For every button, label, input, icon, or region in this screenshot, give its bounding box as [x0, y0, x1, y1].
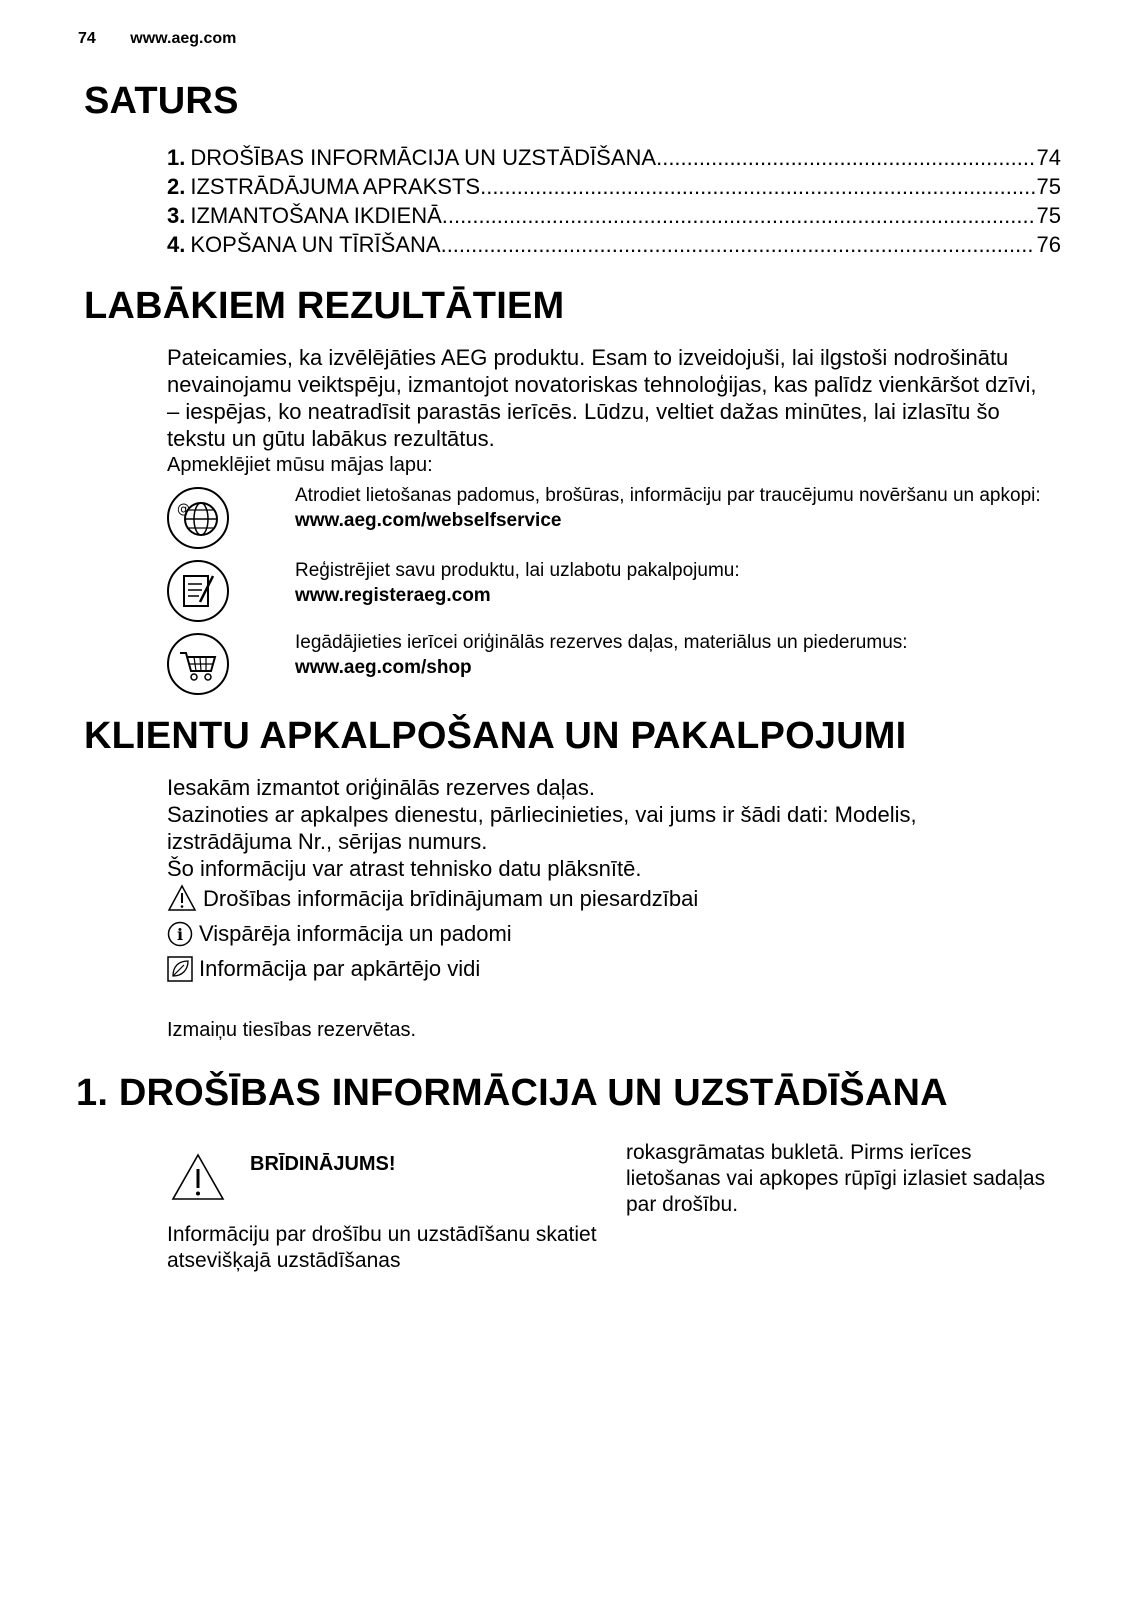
symbol-text: Informācija par apkārtējo vidi: [199, 956, 481, 981]
toc-entry-number: 4.: [167, 232, 186, 257]
service-title: KLIENTU APKALPOŠANA UN PAKALPOJUMI: [84, 715, 907, 757]
safety-title: 1. DROŠĪBAS INFORMĀCIJA UN UZSTĀDĪŠANA: [76, 1072, 948, 1114]
web-globe-icon: [167, 487, 229, 549]
safety-text-left: Informāciju par drošību un uzstādīšanu skatiet atsevišķajā uzstādīšanas: [167, 1223, 597, 1272]
web-item-support: [295, 483, 1055, 533]
service-text: [167, 774, 1047, 882]
toc-leader: [656, 143, 1034, 172]
environment-leaf-icon: [167, 956, 193, 982]
svg-text:i: i: [176, 924, 184, 944]
visit-text: Apmeklējiet mūsu mājas lapu:: [167, 454, 433, 476]
warning-label: BRĪDINĀJUMS!: [250, 1153, 396, 1175]
toc-leader: [480, 172, 1034, 201]
toc-entry-label: IZMANTOŠANA IKDIENĀ: [190, 203, 442, 228]
toc-entry[interactable]: [167, 230, 1061, 259]
web-item-text: Reģistrējiet savu produktu, lai uzlabotu pakalpojumu:: [295, 560, 740, 581]
toc-entry-number: 3.: [167, 203, 186, 228]
results-intro-text: Pateicamies, ka izvēlējāties AEG produktu. Esam to izveidojuši, lai ilgstoši nodrošinātu nevainojamu veiktspēju, izmantojot novatoriskas tehnoloģijas, kas palīdz vienkāršot dzīvi, – iespējas, ko neatradīsit parastās ierīcēs. Lūdzu, veltiet dažas minūtes, lai izlasītu šo tekstu un gūtu labākus rezultātus.: [167, 345, 1037, 451]
toc-title: SATURS: [84, 80, 239, 122]
shopping-cart-icon: [167, 633, 229, 695]
toc-entry-label: DROŠĪBAS INFORMĀCIJA UN UZSTĀDĪŠANA: [190, 145, 657, 170]
toc-entry-page: 75: [1036, 203, 1061, 228]
register-link[interactable]: www.registeraeg.com: [295, 585, 491, 606]
toc-entry[interactable]: [167, 143, 1061, 172]
service-line-1: Iesakām izmantot oriģinālās rezerves daļas.: [167, 775, 595, 800]
results-intro: [167, 344, 1047, 479]
page-number: 74: [78, 30, 96, 47]
toc-entry-number: 2.: [167, 174, 186, 199]
info-icon: [167, 921, 193, 947]
svg-text:@: @: [177, 502, 190, 517]
symbol-row-environment: [167, 955, 480, 982]
toc-entry-label: IZSTRĀDĀJUMA APRAKSTS: [190, 174, 481, 199]
web-item-shop: [295, 630, 1055, 680]
toc-entry-page: 76: [1036, 232, 1061, 257]
toc-entry[interactable]: [167, 201, 1061, 230]
webselfservice-link[interactable]: www.aeg.com/webselfservice: [295, 510, 562, 531]
web-item-text: Iegādājieties ierīcei oriģinālās rezerves daļas, materiālus un piederumus:: [295, 632, 908, 653]
web-item-text: Atrodiet lietošanas padomus, brošūras, informāciju par traucējumu novēršanu un apkopi:: [295, 485, 1041, 506]
table-of-contents: [167, 143, 1061, 259]
symbol-text: Vispārēja informācija un padomi: [199, 921, 512, 946]
rights-reserved: Izmaiņu tiesības rezervētas.: [167, 1019, 416, 1041]
toc-entry[interactable]: [167, 172, 1061, 201]
safety-text-right: rokasgrāmatas bukletā. Pirms ierīces lietošanas vai apkopes rūpīgi izlasiet sadaļas par drošību.: [626, 1141, 1046, 1216]
web-item-register: [295, 558, 1055, 608]
symbol-text: Drošības informācija brīdinājumam un piesardzībai: [203, 885, 699, 911]
toc-leader: [442, 201, 1035, 230]
page-header: [78, 30, 236, 48]
toc-entry-page: 74: [1036, 145, 1061, 170]
warning-triangle-icon: [167, 884, 197, 912]
results-title: LABĀKIEM REZULTĀTIEM: [84, 285, 565, 327]
service-line-3: Šo informāciju var atrast tehnisko datu plāksnītē.: [167, 856, 642, 881]
toc-entry-number: 1.: [167, 145, 186, 170]
service-line-2: Sazinoties ar apkalpes dienestu, pārliecinieties, vai jums ir šādi dati: Modelis, izstrādājuma Nr., sērijas numurs.: [167, 802, 917, 854]
warning-large-icon: [170, 1152, 226, 1202]
register-document-icon: [167, 560, 229, 622]
toc-entry-label: KOPŠANA UN TĪRĪŠANA: [190, 232, 441, 257]
shop-link[interactable]: www.aeg.com/shop: [295, 657, 472, 678]
site-url[interactable]: www.aeg.com: [130, 30, 237, 47]
symbol-row-safety: [167, 884, 698, 912]
toc-entry-page: 75: [1036, 174, 1061, 199]
toc-leader: [441, 230, 1035, 259]
symbol-row-info: [167, 920, 512, 947]
